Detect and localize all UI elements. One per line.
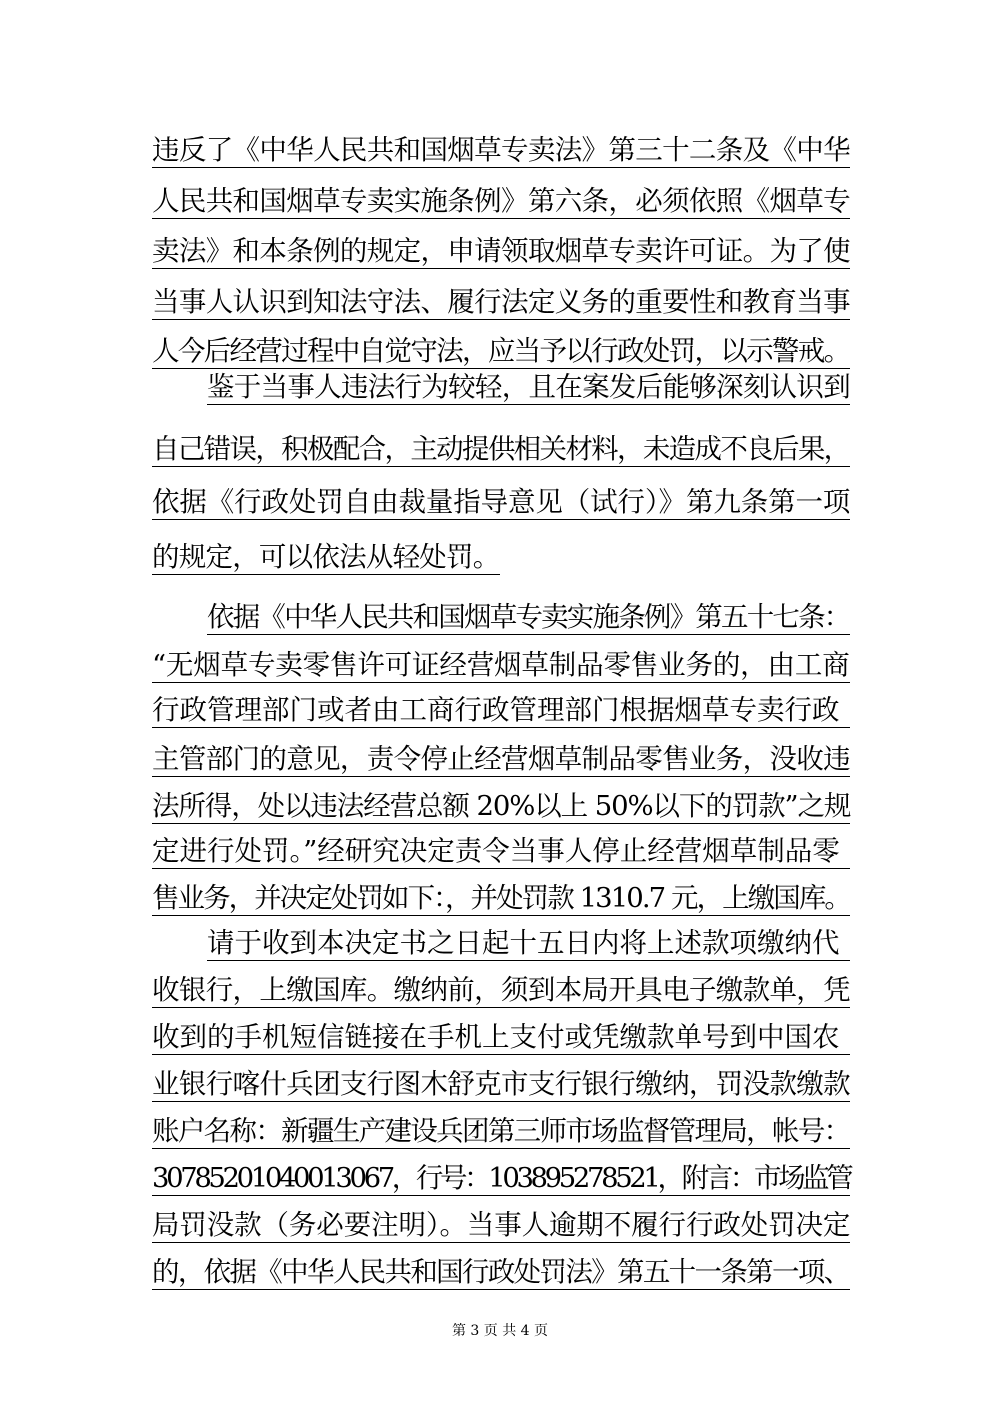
text-line: 账户名称：新疆生产建设兵团第三师市场监督管理局，帐号： [152, 1115, 850, 1147]
text-line: 定进行处罚。”经研究决定责令当事人停止经营烟草制品零 [152, 834, 850, 869]
text-line: 行政管理部门或者由工商行政管理部门根据烟草专卖行政 [152, 693, 850, 728]
text-line: 局罚没款（务必要注明）。当事人逾期不履行行政处罚决定 [152, 1209, 851, 1241]
text-line: 主管部门的意见，责令停止经营烟草制品零售业务，没收违 [152, 743, 850, 775]
text-line: 的规定，可以依法从轻处罚。 [152, 541, 500, 573]
text-line: 业银行喀什兵团支行图木舒克市支行银行缴纳，罚没款缴款 [152, 1068, 850, 1100]
text-line: 违反了《中华人民共和国烟草专卖法》第三十二条及《中华 [152, 134, 850, 166]
text-line: 的，依据《中华人民共和国行政处罚法》第五十一条第一项、 [152, 1256, 850, 1288]
text-line: 请于收到本决定书之日起十五日内将上述款项缴纳代 [207, 926, 850, 961]
text-line: 售业务，并决定处罚如下：，并处罚款 1310.7 元，上缴国库。 [152, 882, 850, 914]
text-line: 鉴于当事人违法行为较轻，且在案发后能够深刻认识到 [207, 371, 850, 403]
text-line: 收到的手机短信链接在手机上支付或凭缴款单号到中国农 [152, 1020, 850, 1055]
text-line: 人民共和国烟草专卖实施条例》第六条，必须依照《烟草专 [152, 185, 850, 217]
text-line: 依据《行政处罚自由裁量指导意见（试行）》第九条第一项 [152, 486, 851, 518]
text-line: 自己错误，积极配合，主动提供相关材料，未造成不良后果， [152, 433, 850, 465]
text-line: 收银行，上缴国库。缴纳前，须到本局开具电子缴款单，凭 [152, 974, 850, 1006]
text-line: “无烟草专卖零售许可证经营烟草制品零售业务的，由工商 [152, 649, 850, 681]
text-line: 人今后经营过程中自觉守法，应当予以行政处罚，以示警戒。 [152, 335, 850, 367]
text-line: 30785201040013067，行号：103895278521，附言：市场监管 [152, 1162, 851, 1194]
text-line: 卖法》和本条例的规定，申请领取烟草专卖许可证。为了使 [152, 235, 850, 267]
text-line: 法所得，处以违法经营总额 20%以上 50%以下的罚款”之规 [152, 790, 851, 822]
page-number-footer: 第 3 页 共 4 页 [451, 1323, 549, 1339]
text-line: 当事人认识到知法守法、履行法定义务的重要性和教育当事 [152, 286, 850, 318]
text-line: 依据《中华人民共和国烟草专卖实施条例》第五十七条： [207, 601, 850, 633]
